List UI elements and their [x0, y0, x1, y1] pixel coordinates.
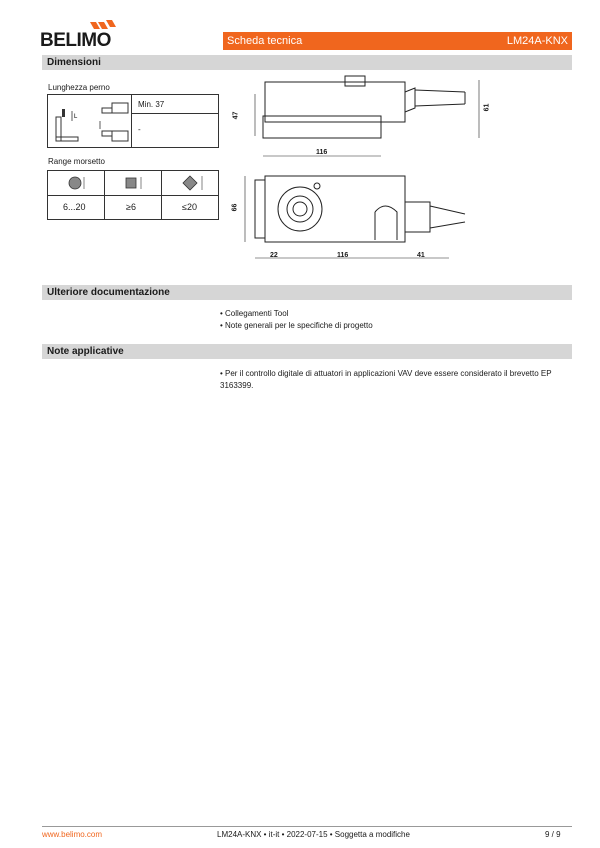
- dim-61: 61: [483, 103, 491, 112]
- application-notes-list: [220, 368, 552, 392]
- section-title: Ulteriore documentazione: [47, 287, 170, 298]
- clamp-title: Range morsetto: [48, 157, 105, 166]
- clamp-round: 6...20: [63, 202, 86, 212]
- dim-47: 47: [232, 111, 240, 120]
- list-item: 3163399.: [220, 381, 254, 390]
- dim-116-bottom: 116: [337, 252, 349, 259]
- square-spindle-icon: [123, 175, 145, 191]
- dim-22: 22: [270, 252, 278, 259]
- section-application-notes: [42, 344, 572, 359]
- list-item[interactable]: • Collegamenti Tool: [220, 309, 289, 318]
- footer-center: LM24A-KNX • it-it • 2022-07-15 • Soggetta a modifiche: [217, 830, 410, 839]
- section-title: Note applicative: [47, 346, 124, 357]
- brand-name: BELIMO: [40, 30, 111, 51]
- spindle-row2: -: [138, 125, 141, 134]
- header-bar: [223, 32, 572, 50]
- list-item[interactable]: • Note generali per le specifiche di progetto: [220, 321, 373, 330]
- spindle-row1: Min. 37: [138, 100, 165, 109]
- footer-website[interactable]: www.belimo.com: [42, 830, 103, 839]
- spindle-table: [47, 94, 219, 148]
- dim-66: 66: [231, 203, 239, 212]
- spindle-length-icon: [50, 99, 130, 145]
- footer-page: 9 / 9: [545, 830, 561, 839]
- further-docs-list: [220, 308, 373, 332]
- diamond-spindle-icon: [180, 174, 206, 192]
- spindle-title: Lunghezza perno: [48, 83, 110, 92]
- section-dimensions: [42, 55, 572, 70]
- divider: [48, 195, 218, 196]
- actuator-drawing: [225, 72, 575, 272]
- divider: [131, 113, 218, 114]
- round-spindle-icon: [66, 175, 88, 191]
- clamp-table: [47, 170, 219, 220]
- svg-text:L: L: [74, 114, 78, 120]
- model-number: LM24A-KNX: [506, 35, 568, 47]
- section-title: Dimensioni: [47, 57, 101, 68]
- section-further-docs: [42, 285, 572, 300]
- divider: [131, 95, 132, 147]
- clamp-square: ≥6: [126, 202, 136, 212]
- dim-116-top: 116: [316, 149, 328, 156]
- list-item: • Per il controllo digitale di attuatori in applicazioni VAV deve essere considerato il brevetto EP: [220, 369, 552, 378]
- belimo-logo: [40, 20, 120, 54]
- clamp-diamond: ≤20: [182, 202, 197, 212]
- doc-type: Scheda tecnica: [227, 35, 303, 47]
- dim-41: 41: [417, 252, 425, 259]
- footer-divider: [42, 826, 572, 827]
